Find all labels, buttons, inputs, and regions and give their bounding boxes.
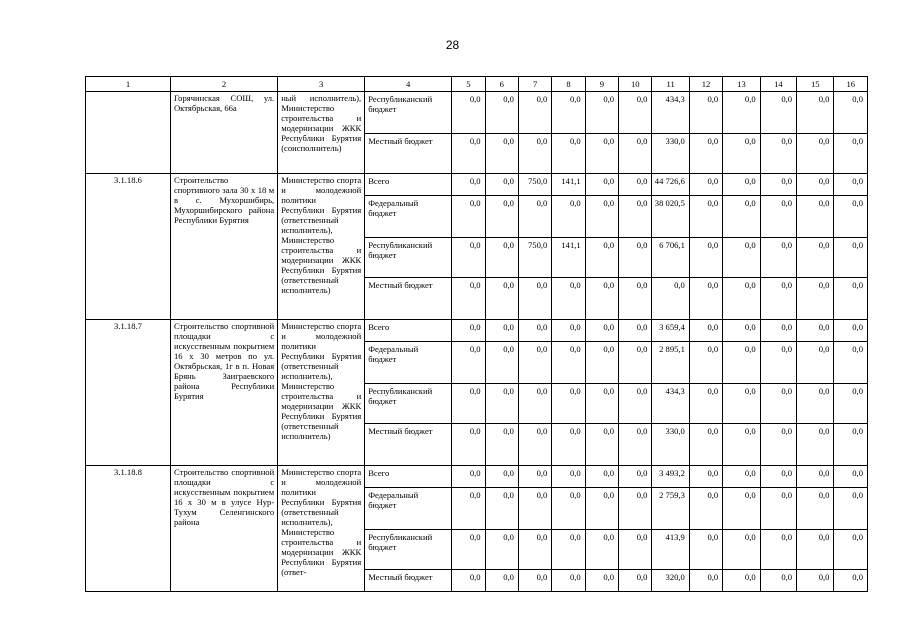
measure-responsible: Министерство спорта и молодежной политики Республики Бурятия (ответственный исполнитель), Министерство строительства и модернизации ЖКК Республики Бурятия (ответственный исполнитель): [278, 320, 365, 466]
column-number-10: 10: [619, 77, 652, 92]
year-value-col-6: 0,0: [485, 530, 518, 570]
column-number-2: 2: [170, 77, 277, 92]
year-value-col-15: 0,0: [797, 278, 834, 320]
year-value-col-9: 0,0: [585, 530, 618, 570]
year-value-col-6: 0,0: [485, 384, 518, 424]
year-value-col-14: 0,0: [760, 134, 796, 174]
year-value-col-14: 0,0: [760, 488, 796, 530]
year-value-col-12: 0,0: [689, 342, 722, 384]
page-number: 28: [445, 38, 460, 52]
year-value-col-15: 0,0: [797, 342, 834, 384]
year-value-col-5: 0,0: [452, 424, 485, 466]
year-value-col-7: 0,0: [518, 92, 551, 134]
year-value-col-16: 0,0: [834, 384, 868, 424]
year-value-col-5: 0,0: [452, 174, 485, 196]
year-value-col-9: 0,0: [585, 278, 618, 320]
funding-source: Республиканский бюджет: [365, 530, 452, 570]
year-value-col-15: 0,0: [797, 174, 834, 196]
funding-source: Республиканский бюджет: [365, 92, 452, 134]
year-value-col-9: 0,0: [585, 384, 618, 424]
table-row: [86, 92, 868, 134]
year-value-col-15: 0,0: [797, 424, 834, 466]
year-value-col-6: 0,0: [485, 174, 518, 196]
year-value-col-10: 0,0: [619, 570, 652, 592]
year-value-col-16: 0,0: [834, 92, 868, 134]
year-value-col-14: 0,0: [760, 570, 796, 592]
year-value-col-10: 0,0: [619, 92, 652, 134]
funding-source: Федеральный бюджет: [365, 488, 452, 530]
year-value-col-10: 0,0: [619, 342, 652, 384]
year-value-col-14: 0,0: [760, 384, 796, 424]
year-value-col-12: 0,0: [689, 174, 722, 196]
year-value-col-5: 0,0: [452, 530, 485, 570]
year-value-col-9: 0,0: [585, 320, 618, 342]
year-value-col-11: 434,3: [652, 92, 689, 134]
year-value-col-11: 320,0: [652, 570, 689, 592]
year-value-col-7: 0,0: [518, 424, 551, 466]
column-number-9: 9: [585, 77, 618, 92]
year-value-col-11: 38 020,5: [652, 196, 689, 238]
year-value-col-7: 0,0: [518, 320, 551, 342]
year-value-col-8: 141,1: [552, 238, 585, 278]
year-value-col-5: 0,0: [452, 238, 485, 278]
year-value-col-9: 0,0: [585, 134, 618, 174]
year-value-col-16: 0,0: [834, 530, 868, 570]
year-value-col-10: 0,0: [619, 488, 652, 530]
year-value-col-10: 0,0: [619, 196, 652, 238]
column-number-14: 14: [760, 77, 796, 92]
year-value-col-12: 0,0: [689, 238, 722, 278]
year-value-col-12: 0,0: [689, 424, 722, 466]
year-value-col-13: 0,0: [723, 488, 760, 530]
year-value-col-13: 0,0: [723, 530, 760, 570]
column-number-6: 6: [485, 77, 518, 92]
year-value-col-5: 0,0: [452, 384, 485, 424]
year-value-col-16: 0,0: [834, 488, 868, 530]
year-value-col-8: 0,0: [552, 488, 585, 530]
year-value-col-13: 0,0: [723, 466, 760, 488]
measure-code: 3.1.18.7: [86, 320, 171, 466]
table-row: [86, 466, 868, 488]
column-number-3: 3: [278, 77, 365, 92]
year-value-col-11: 6 706,1: [652, 238, 689, 278]
year-value-col-14: 0,0: [760, 342, 796, 384]
year-value-col-15: 0,0: [797, 488, 834, 530]
year-value-col-11: 2 759,3: [652, 488, 689, 530]
year-value-col-5: 0,0: [452, 342, 485, 384]
year-value-col-13: 0,0: [723, 278, 760, 320]
year-value-col-5: 0,0: [452, 196, 485, 238]
year-value-col-14: 0,0: [760, 530, 796, 570]
year-value-col-6: 0,0: [485, 238, 518, 278]
year-value-col-12: 0,0: [689, 570, 722, 592]
year-value-col-13: 0,0: [723, 174, 760, 196]
year-value-col-15: 0,0: [797, 466, 834, 488]
year-value-col-12: 0,0: [689, 530, 722, 570]
year-value-col-15: 0,0: [797, 134, 834, 174]
year-value-col-7: 0,0: [518, 278, 551, 320]
measure-object: Строительство спортивной площадки с искусственным покрытием 16 x 30 метров по ул. Октябрьская, 1г в п. Новая Брянь Заиграевского района Республики Бурятия: [170, 320, 277, 466]
year-value-col-16: 0,0: [834, 342, 868, 384]
year-value-col-12: 0,0: [689, 384, 722, 424]
year-value-col-16: 0,0: [834, 278, 868, 320]
year-value-col-15: 0,0: [797, 196, 834, 238]
year-value-col-11: 0,0: [652, 278, 689, 320]
year-value-col-7: 0,0: [518, 530, 551, 570]
year-value-col-14: 0,0: [760, 174, 796, 196]
column-number-13: 13: [723, 77, 760, 92]
year-value-col-5: 0,0: [452, 278, 485, 320]
year-value-col-10: 0,0: [619, 134, 652, 174]
year-value-col-16: 0,0: [834, 134, 868, 174]
year-value-col-15: 0,0: [797, 530, 834, 570]
year-value-col-14: 0,0: [760, 238, 796, 278]
year-value-col-15: 0,0: [797, 320, 834, 342]
year-value-col-11: 434,3: [652, 384, 689, 424]
year-value-col-10: 0,0: [619, 278, 652, 320]
year-value-col-8: 0,0: [552, 196, 585, 238]
year-value-col-12: 0,0: [689, 278, 722, 320]
year-value-col-13: 0,0: [723, 424, 760, 466]
year-value-col-10: 0,0: [619, 424, 652, 466]
year-value-col-6: 0,0: [485, 424, 518, 466]
year-value-col-6: 0,0: [485, 320, 518, 342]
year-value-col-8: 0,0: [552, 530, 585, 570]
measure-responsible: Министерство спорта и молодежной политики Республики Бурятия (ответственный исполнитель), Министерство строительства и модернизации ЖКК Республики Бурятия (ответственный исполнитель): [278, 174, 365, 320]
funding-source: Местный бюджет: [365, 134, 452, 174]
year-value-col-6: 0,0: [485, 196, 518, 238]
year-value-col-5: 0,0: [452, 320, 485, 342]
funding-source: Федеральный бюджет: [365, 196, 452, 238]
year-value-col-7: 750,0: [518, 174, 551, 196]
year-value-col-5: 0,0: [452, 92, 485, 134]
year-value-col-10: 0,0: [619, 174, 652, 196]
measure-object: Горячинская СОШ, ул. Октябрьская, 66а: [170, 92, 277, 174]
year-value-col-16: 0,0: [834, 238, 868, 278]
funding-source: Всего: [365, 174, 452, 196]
year-value-col-11: 44 726,6: [652, 174, 689, 196]
year-value-col-11: 413,9: [652, 530, 689, 570]
funding-source: Всего: [365, 466, 452, 488]
column-number-11: 11: [652, 77, 689, 92]
year-value-col-9: 0,0: [585, 466, 618, 488]
column-number-8: 8: [552, 77, 585, 92]
year-value-col-9: 0,0: [585, 424, 618, 466]
year-value-col-9: 0,0: [585, 342, 618, 384]
year-value-col-15: 0,0: [797, 238, 834, 278]
year-value-col-14: 0,0: [760, 196, 796, 238]
budget-table: [85, 76, 868, 592]
year-value-col-13: 0,0: [723, 342, 760, 384]
year-value-col-8: 0,0: [552, 278, 585, 320]
year-value-col-12: 0,0: [689, 92, 722, 134]
year-value-col-9: 0,0: [585, 238, 618, 278]
year-value-col-7: 750,0: [518, 238, 551, 278]
measure-code: [86, 92, 171, 174]
year-value-col-10: 0,0: [619, 238, 652, 278]
year-value-col-6: 0,0: [485, 342, 518, 384]
year-value-col-7: 0,0: [518, 134, 551, 174]
year-value-col-12: 0,0: [689, 320, 722, 342]
year-value-col-8: 0,0: [552, 92, 585, 134]
funding-source: Федеральный бюджет: [365, 342, 452, 384]
column-number-4: 4: [365, 77, 452, 92]
year-value-col-7: 0,0: [518, 570, 551, 592]
year-value-col-6: 0,0: [485, 488, 518, 530]
year-value-col-6: 0,0: [485, 92, 518, 134]
year-value-col-16: 0,0: [834, 466, 868, 488]
column-number-5: 5: [452, 77, 485, 92]
year-value-col-10: 0,0: [619, 320, 652, 342]
year-value-col-16: 0,0: [834, 320, 868, 342]
year-value-col-6: 0,0: [485, 570, 518, 592]
year-value-col-8: 0,0: [552, 424, 585, 466]
year-value-col-14: 0,0: [760, 278, 796, 320]
year-value-col-11: 3 659,4: [652, 320, 689, 342]
year-value-col-11: 330,0: [652, 134, 689, 174]
table-row: [86, 320, 868, 342]
year-value-col-11: 2 895,1: [652, 342, 689, 384]
year-value-col-14: 0,0: [760, 466, 796, 488]
year-value-col-12: 0,0: [689, 196, 722, 238]
year-value-col-8: 0,0: [552, 570, 585, 592]
year-value-col-16: 0,0: [834, 174, 868, 196]
year-value-col-16: 0,0: [834, 196, 868, 238]
measure-object: Строительство спортивной площадки с искусственным покрытием 16 x 30 м в улусе Нур-Тухум Селенгинского района: [170, 466, 277, 592]
year-value-col-7: 0,0: [518, 342, 551, 384]
year-value-col-15: 0,0: [797, 92, 834, 134]
funding-source: Местный бюджет: [365, 278, 452, 320]
year-value-col-13: 0,0: [723, 570, 760, 592]
year-value-col-15: 0,0: [797, 570, 834, 592]
year-value-col-16: 0,0: [834, 424, 868, 466]
funding-source: Республиканский бюджет: [365, 384, 452, 424]
year-value-col-5: 0,0: [452, 488, 485, 530]
measure-code: 3.1.18.6: [86, 174, 171, 320]
column-number-1: 1: [86, 77, 171, 92]
year-value-col-6: 0,0: [485, 466, 518, 488]
funding-source: Республиканский бюджет: [365, 238, 452, 278]
year-value-col-8: 0,0: [552, 134, 585, 174]
year-value-col-9: 0,0: [585, 570, 618, 592]
year-value-col-12: 0,0: [689, 488, 722, 530]
year-value-col-13: 0,0: [723, 384, 760, 424]
year-value-col-14: 0,0: [760, 92, 796, 134]
year-value-col-9: 0,0: [585, 196, 618, 238]
column-number-7: 7: [518, 77, 551, 92]
measure-object: Строительство спортивного зала 30 x 18 м в с. Мухоршибирь, Мухоршибирского района Республики Бурятия: [170, 174, 277, 320]
measure-responsible: Министерство спорта и молодежной политики Республики Бурятия (ответственный исполнитель), Министерство строительства и модернизации ЖКК Республики Бурятия (ответ-: [278, 466, 365, 592]
column-number-row: [86, 77, 868, 92]
year-value-col-15: 0,0: [797, 384, 834, 424]
column-number-15: 15: [797, 77, 834, 92]
year-value-col-6: 0,0: [485, 278, 518, 320]
year-value-col-14: 0,0: [760, 320, 796, 342]
year-value-col-9: 0,0: [585, 174, 618, 196]
year-value-col-14: 0,0: [760, 424, 796, 466]
year-value-col-11: 3 493,2: [652, 466, 689, 488]
measure-responsible: ный исполнитель), Министерство строительства и модернизации ЖКК Республики Бурятия (соисполнитель): [278, 92, 365, 174]
year-value-col-7: 0,0: [518, 196, 551, 238]
year-value-col-10: 0,0: [619, 466, 652, 488]
year-value-col-8: 0,0: [552, 342, 585, 384]
table-row: [86, 174, 868, 196]
year-value-col-11: 330,0: [652, 424, 689, 466]
year-value-col-13: 0,0: [723, 196, 760, 238]
year-value-col-13: 0,0: [723, 320, 760, 342]
table-body: [86, 92, 868, 592]
funding-source: Местный бюджет: [365, 424, 452, 466]
year-value-col-9: 0,0: [585, 488, 618, 530]
funding-source: Местный бюджет: [365, 570, 452, 592]
year-value-col-12: 0,0: [689, 134, 722, 174]
year-value-col-6: 0,0: [485, 134, 518, 174]
year-value-col-8: 0,0: [552, 320, 585, 342]
year-value-col-8: 141,1: [552, 174, 585, 196]
funding-source: Всего: [365, 320, 452, 342]
year-value-col-8: 0,0: [552, 384, 585, 424]
year-value-col-12: 0,0: [689, 466, 722, 488]
year-value-col-9: 0,0: [585, 92, 618, 134]
year-value-col-7: 0,0: [518, 466, 551, 488]
year-value-col-10: 0,0: [619, 530, 652, 570]
year-value-col-5: 0,0: [452, 134, 485, 174]
year-value-col-10: 0,0: [619, 384, 652, 424]
year-value-col-5: 0,0: [452, 570, 485, 592]
year-value-col-13: 0,0: [723, 92, 760, 134]
measure-code: 3.1.18.8: [86, 466, 171, 592]
column-number-12: 12: [689, 77, 722, 92]
column-number-16: 16: [834, 77, 868, 92]
year-value-col-13: 0,0: [723, 134, 760, 174]
year-value-col-13: 0,0: [723, 238, 760, 278]
year-value-col-7: 0,0: [518, 488, 551, 530]
year-value-col-8: 0,0: [552, 466, 585, 488]
year-value-col-16: 0,0: [834, 570, 868, 592]
year-value-col-7: 0,0: [518, 384, 551, 424]
year-value-col-5: 0,0: [452, 466, 485, 488]
